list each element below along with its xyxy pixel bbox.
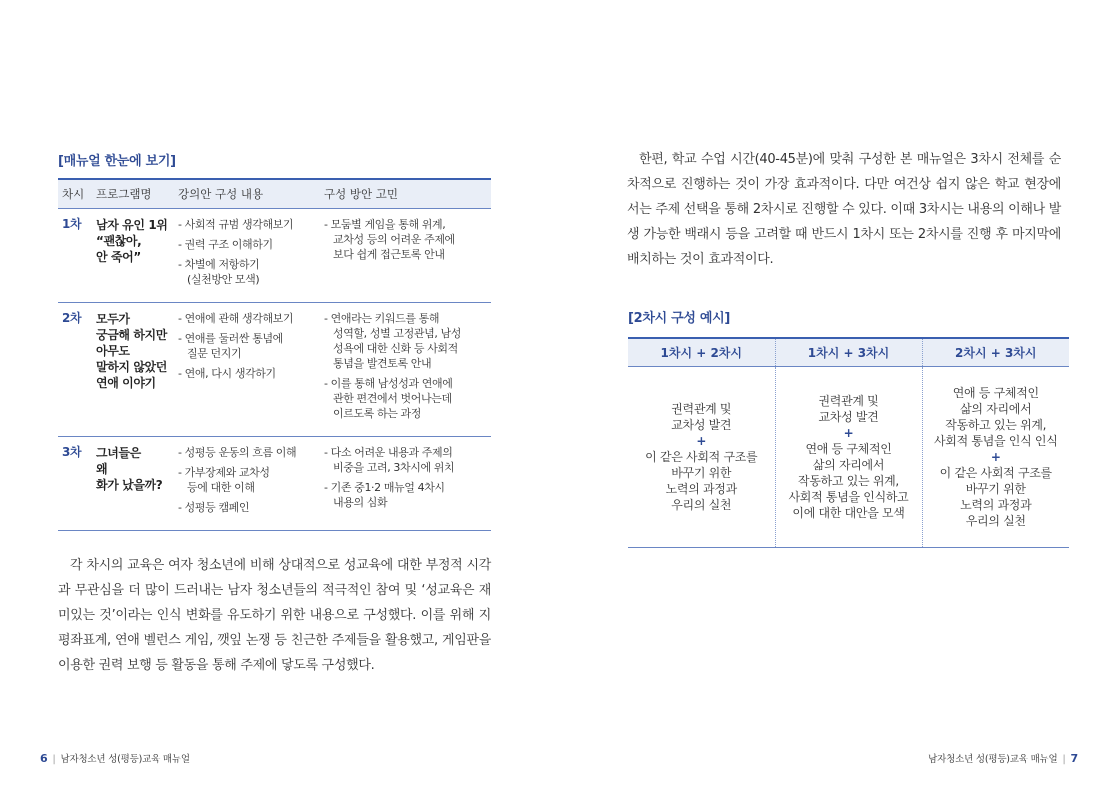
content-item: - 연애, 다시 생각하기 bbox=[178, 367, 276, 380]
round-label: 2차 bbox=[58, 303, 92, 437]
round-label: 1차 bbox=[58, 209, 92, 303]
plus-sign: + bbox=[843, 426, 854, 440]
round-label: 3차 bbox=[58, 437, 92, 531]
example-bottom: 연애 등 구체적인 삶의 자리에서 작동하고 있는 위계, 사회적 통념을 인식하고 이에 대한 대안을 모색 bbox=[788, 442, 909, 520]
header-round: 차시 bbox=[58, 179, 92, 209]
example-header: 2차시 + 3차시 bbox=[922, 338, 1069, 367]
example-bottom: 이 같은 사회적 구조를 바꾸기 위한 노력의 과정과 우리의 실천 bbox=[939, 466, 1052, 528]
idea-item: - 기존 중1·2 매뉴얼 4차시 내용의 심화 bbox=[324, 481, 445, 509]
table-row bbox=[58, 209, 491, 303]
table-row bbox=[58, 437, 491, 531]
right-body-paragraph: 한편, 학교 수업 시간(40-45분)에 맞춰 구성한 본 매뉴얼은 3차시 전체를 순차적으로 진행하는 것이 가장 효과적이다. 다만 여건상 쉽지 않은 학교 현장에서는 주제 선택을 통해 2차시로 진행할 수 있다. 이때 3차시는 내용의 이해나 발생 가능한 백래시 등을 고려할 때 반드시 1차시 또는 2차시를 진행 후 마지막에 배치하는 것이 효과적이다. bbox=[627, 152, 1061, 267]
right-page bbox=[559, 0, 1118, 793]
overview-section-title: [매뉴얼 한눈에 보기] bbox=[58, 154, 176, 169]
plan-ideas bbox=[320, 209, 491, 303]
example-cell bbox=[628, 367, 775, 548]
content-item: - 성평등 캠페인 bbox=[178, 501, 250, 514]
left-footer: 6 | 남자청소년 성(평등)교육 매뉴얼 bbox=[40, 752, 190, 765]
idea-item: - 이를 통해 남성성과 연애에 관한 편견에서 벗어나는데 이르도록 하는 과정 bbox=[324, 377, 453, 420]
plus-sign: + bbox=[990, 450, 1001, 464]
plan-ideas bbox=[320, 303, 491, 437]
header-program: 프로그램명 bbox=[92, 179, 174, 209]
lecture-contents bbox=[174, 209, 320, 303]
example-section-title: [2차시 구성 예시] bbox=[628, 311, 731, 326]
program-name: 그녀들은 왜 화가 났을까? bbox=[92, 437, 174, 531]
example-table-header bbox=[628, 338, 1069, 367]
table-row bbox=[58, 303, 491, 437]
page-number: 7 bbox=[1070, 752, 1078, 765]
page-number: 6 bbox=[40, 752, 48, 765]
example-top: 권력관계 및 교차성 발견 bbox=[671, 402, 732, 432]
footer-title: 남자청소년 성(평등)교육 매뉴얼 bbox=[60, 754, 190, 765]
example-cell bbox=[922, 367, 1069, 548]
example-bottom: 이 같은 사회적 구조를 바꾸기 위한 노력의 과정과 우리의 실천 bbox=[645, 450, 758, 512]
content-item: - 사회적 규범 생각해보기 bbox=[178, 218, 294, 231]
header-ideas: 구성 방안 고민 bbox=[320, 179, 491, 209]
example-top: 권력관계 및 교차성 발견 bbox=[818, 394, 879, 424]
example-table bbox=[628, 337, 1069, 548]
content-item: - 연애를 둘러싼 통념에 질문 던지기 bbox=[178, 332, 283, 360]
idea-item: - 연애라는 키워드를 통해 성역할, 성별 고정관념, 남성 성욕에 대한 신화 등 사회적 통념을 발견토록 안내 bbox=[324, 312, 461, 370]
program-name: 모두가 궁금해 하지만 아무도 말하지 않았던 연애 이야기 bbox=[92, 303, 174, 437]
example-top: 연애 등 구체적인 삶의 자리에서 작동하고 있는 위계, 사회적 통념을 인식 인식 bbox=[934, 386, 1058, 448]
idea-item: - 모둠별 게임을 통해 위계, 교차성 등의 어려운 주제에 보다 쉽게 접근토록 안내 bbox=[324, 218, 455, 261]
example-row bbox=[628, 367, 1069, 548]
content-item: - 권력 구조 이해하기 bbox=[178, 238, 273, 251]
plan-ideas bbox=[320, 437, 491, 531]
example-header: 1차시 + 2차시 bbox=[628, 338, 775, 367]
footer-title: 남자청소년 성(평등)교육 매뉴얼 bbox=[928, 754, 1058, 765]
program-name: 남자 유인 1위 “괜찮아, 안 죽어” bbox=[92, 209, 174, 303]
example-cell bbox=[775, 367, 922, 548]
content-item: - 가부장제와 교차성 등에 대한 이해 bbox=[178, 466, 270, 494]
lecture-contents bbox=[174, 437, 320, 531]
lecture-contents bbox=[174, 303, 320, 437]
left-body-paragraph: 각 차시의 교육은 여자 청소년에 비해 상대적으로 성교육에 대한 부정적 시각과 무관심을 더 많이 드러내는 남자 청소년들의 적극적인 참여 및 ‘성교육은 재미있는 것’이라는 인식 변화를 유도하기 위한 내용으로 구성했다. 이를 위해 지평좌표계, 연애 벨런스 게임, 깻잎 논쟁 등 친근한 주제들을 활용했고, 게임판을 이용한 권력 보행 등 활동을 통해 주제에 닿도록 구성했다. bbox=[58, 558, 491, 673]
content-item: - 연애에 관해 생각해보기 bbox=[178, 312, 294, 325]
example-header: 1차시 + 3차시 bbox=[775, 338, 922, 367]
overview-table-header bbox=[58, 179, 491, 209]
content-item: - 성평등 운동의 흐름 이해 bbox=[178, 446, 297, 459]
plus-sign: + bbox=[696, 434, 707, 448]
idea-item: - 다소 어려운 내용과 주제의 비중을 고려, 3차시에 위치 bbox=[324, 446, 455, 474]
overview-table bbox=[58, 178, 491, 531]
content-item: - 차별에 저항하기 (실천방안 모색) bbox=[178, 258, 260, 286]
header-contents: 강의안 구성 내용 bbox=[174, 179, 320, 209]
right-footer: 남자청소년 성(평등)교육 매뉴얼 | 7 bbox=[928, 752, 1078, 765]
